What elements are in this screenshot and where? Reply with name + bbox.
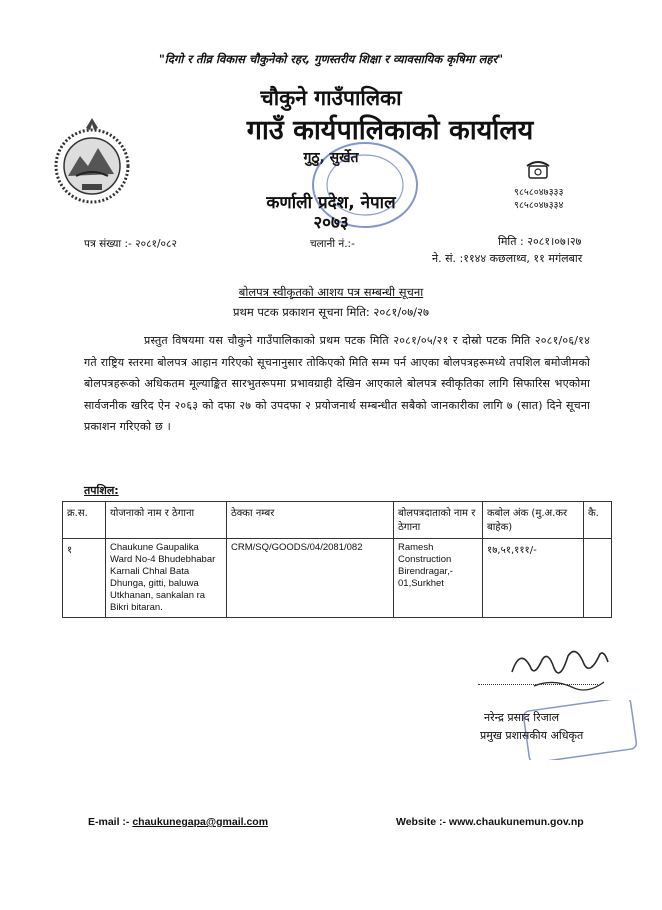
email-link[interactable]: chaukunegapa@gmail.com	[132, 816, 269, 828]
col-amount: कबोल अंक (मु.अ.कर बाहेक)	[483, 502, 584, 539]
cell-amount: १७,५१,१११/-	[483, 539, 584, 618]
notice-subject-text: बोलपत्र स्वीकृतको आशय पत्र सम्बन्धी सूचना	[238, 285, 424, 299]
address-line-2: कर्णाली प्रदेश, नेपाल	[266, 193, 396, 213]
cell-remarks	[584, 539, 612, 618]
cell-bidder: Ramesh Construction Birendragar,- 01,Surkhet	[394, 539, 483, 618]
signatory-name: नरेन्द्र प्रसाद रिजाल	[484, 711, 560, 724]
footer-website	[396, 816, 584, 828]
notice-subject	[0, 285, 662, 300]
col-bidder: बोलपत्रदाताको नाम र ठेगाना	[394, 502, 483, 539]
cell-contract: CRM/SQ/GOODS/04/2081/082	[227, 539, 394, 618]
cell-project: Chaukune Gaupalika Ward No-4 Bhudebhabar Karnali Chhal Bata Dhunga, gitti, baluwa Utkhanan, sankalan ra Bikri bitaran.	[106, 539, 227, 618]
dispatch-number: चलानी नं.:-	[310, 238, 355, 250]
table-header-row	[63, 502, 612, 539]
reference-number: पत्र संख्या :- २०८१/०८२	[84, 238, 177, 250]
telephone-icon	[526, 158, 550, 180]
cell-sn: १	[63, 539, 106, 618]
bid-table	[62, 501, 612, 618]
footer-email	[88, 816, 268, 828]
signature-line	[478, 684, 598, 685]
publish-date: प्रथम पटक प्रकाशन सूचना मिति: २०८१/०७/२७	[232, 305, 430, 319]
col-remarks: कै.	[584, 502, 612, 539]
address-line-1: गुठु, सुर्खेत	[303, 150, 359, 166]
notice-body: प्रस्तुत विषयमा यस चौकुने गाउँपालिकाको प्रथम पटक मिति २०८१/०५/२१ र दोस्रो पटक मिति २०८१/०६/१४ गते राष्ट्रिय स्तरमा बोलपत्र आहान गरिएको सूचनानुसार तोकिएको मिति सम्म पर्न आएका बोलपत्रहरूमध्ये तपशिल बमोजीमको बोलपत्रहरूको अधिकतम मूल्याङ्कित सारभुतरूपमा प्रभावग्राही देखिन आएकाले बोलपत्र स्वीकृतिका लागि सिफारिस भएकोमा सार्वजनीक खरिद ऐन २०६३ को दफा २७ को उपदफा २ प्रयोजनार्थ सम्बन्धीत सबैको जानकारीका लागि ७ (सात) दिने सूचना प्रकाशन गरिएको छ ।	[84, 334, 590, 433]
office-name: गाउँ कार्यपालिकाको कार्यालय	[246, 115, 534, 146]
established-year: २०७३	[313, 213, 349, 233]
website-label: Website :-	[396, 816, 446, 828]
table-row	[63, 539, 612, 618]
details-label: तपशिल:	[84, 484, 119, 497]
website-link[interactable]: www.chaukunemun.gov.np	[448, 816, 584, 828]
motto: "दिगो र तीव्र विकास चौकुनेको रहर, गुणस्तरीय शिक्षा र व्यावसायिक कृषिमा लहर"	[158, 52, 504, 66]
letter-date: मिति : २०८१।०७।२७	[498, 235, 582, 248]
nepal-sambat-date: ने. सं. :११४४ कछलाथ्व, ११ मगंलबार	[432, 252, 583, 265]
col-contract: ठेक्का नम्बर	[227, 502, 394, 539]
phone-number: ९८५८०४७३३४	[514, 200, 564, 211]
signatory-title: प्रमुख प्रशासकीय अधिकृत	[480, 729, 584, 742]
municipality-name: चौकुने गाउँपालिका	[260, 86, 402, 110]
col-sn: क्र.स.	[63, 502, 106, 539]
email-label: E-mail :-	[88, 816, 130, 828]
col-project: योजनाको नाम र ठेगाना	[106, 502, 227, 539]
signature-image	[504, 642, 614, 698]
phone-number: ९८५८०४७३३३	[514, 187, 564, 198]
